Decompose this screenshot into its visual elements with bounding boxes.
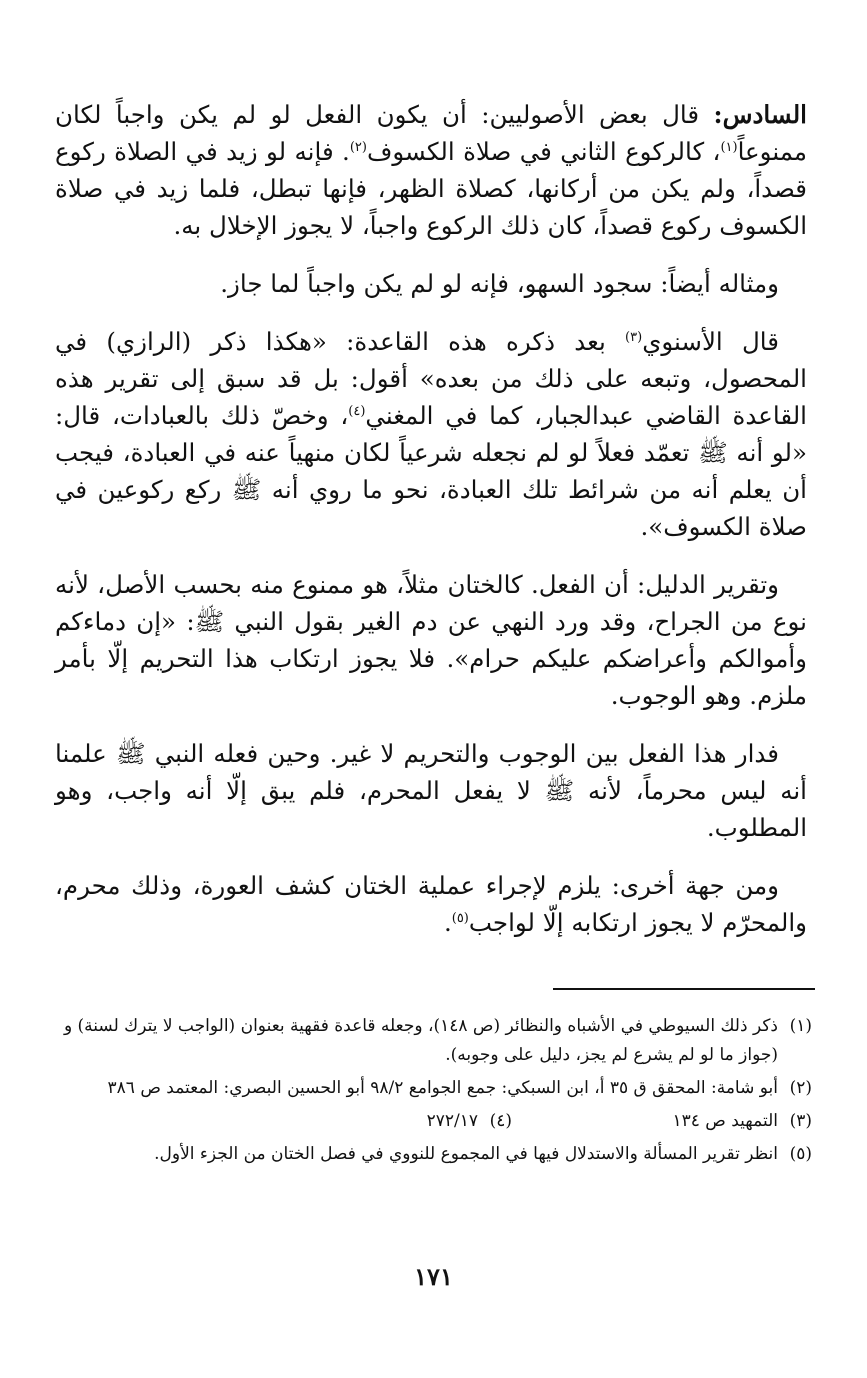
page-number: ١٧١ <box>414 1262 453 1291</box>
footnote-number: (١) <box>789 1016 812 1036</box>
footnote-5 <box>52 1140 812 1169</box>
paragraph-text: قال بعض الأصوليين: أن يكون الفعل لو لم يكن واجباً لكان ممنوعاً <box>55 100 807 166</box>
footnote-ref-2: (٢) <box>349 139 367 155</box>
paragraph-text: بعد ذكره هذه القاعدة: «هكذا ذكر (الرازي) في المحصول، وتبعه على ذلك من بعده» أقول: بل قد سبق إلى تقرير هذه القاعدة القاضي عبدالجبار، كما في المغني <box>55 327 807 430</box>
paragraph-text: ، كالركوع الثاني في صلاة الكسوف <box>366 137 721 166</box>
footnote-ref-1: (١) <box>720 139 738 155</box>
footnote-text: ٢٧٢/١٧ <box>426 1111 478 1131</box>
footnote-ref-4: (٤) <box>348 403 366 419</box>
footnote-text: ذكر ذلك السيوطي في الأشباه والنظائر (ص ١٤٨)، وجعله قاعدة فقهية بعنوان (الواجب لا يترك لسنة) و (جواز ما لو لم يشرع لم يجز، دليل على وجوبه). <box>63 1016 778 1065</box>
footnote-1 <box>52 1012 812 1070</box>
footnote-row-3-4 <box>52 1107 812 1136</box>
paragraph-text: ومن جهة أخرى: يلزم لإجراء عملية الختان كشف العورة، وذلك محرم، والمحرّم لا يجوز ارتكابه إلّا لواجب <box>55 871 807 937</box>
paragraph-sixth-argument <box>55 96 807 244</box>
main-text <box>55 96 807 962</box>
footnote-number: (٢) <box>789 1078 812 1098</box>
section-lead-word: السادس: <box>713 100 807 129</box>
paragraph-text: . <box>443 908 452 937</box>
footnote-text: انظر تقرير المسألة والاستدلال فيها في المجموع للنووي في فصل الختان من الجزء الأول. <box>154 1144 778 1164</box>
footnote-3 <box>512 1107 812 1136</box>
paragraph-another-aspect <box>55 867 807 941</box>
paragraph-text: ، وخصّ ذلك بالعبادات، قال: «لو أنه ﷺ تعمّد فعلاً لو لم نجعله شرعياً لكان منهياً عنه في العبادة، فيجب أن يعلم أنه من شرائط تلك العبادة، نحو ما روي أنه ﷺ ركع ركوعين في صلاة الكسوف». <box>55 401 807 541</box>
footnote-4 <box>427 1107 512 1136</box>
paragraph-evidence: وتقرير الدليل: أن الفعل. كالختان مثلاً، هو ممنوع منه بحسب الأصل، لأنه نوع من الجراح، وقد ورد النهي عن دم الغير بقول النبي ﷺ: «إن دماءكم وأموالكم وأعراضكم عليكم حرام». فلا يجوز ارتكاب هذا التحريم إلّا بأمر ملزم. وهو الوجوب. <box>55 570 807 710</box>
paragraph-example: ومثاله أيضاً: سجود السهو، فإنه لو لم يكن واجباً لما جاز. <box>220 269 779 298</box>
footnote-number: (٥) <box>789 1144 812 1164</box>
footnote-separator <box>553 988 815 990</box>
footnote-ref-3: (٣) <box>625 329 643 345</box>
paragraph-text: قال الأسنوي <box>642 327 779 356</box>
footnote-number: (٤) <box>489 1111 512 1131</box>
footnote-text: أبو شامة: المحقق ق ٣٥ أ، ابن السبكي: جمع الجوامع ٩٨/٢ أبو الحسين البصري: المعتمد ص ٣٨٦ <box>107 1078 778 1098</box>
paragraph-text: . فإنه لو زيد في الصلاة ركوع قصداً، ولم يكن من أركانها، كصلاة الظهر، فإنها تبطل، فلما زيد في صلاة الكسوف ركوع قصداً، كان ذلك الركوع واجباً، لا يجوز الإخلال به. <box>55 137 807 240</box>
footnote-ref-5: (٥) <box>451 910 469 926</box>
footnote-2 <box>52 1074 812 1103</box>
paragraph-asnawi <box>55 323 807 545</box>
footnote-text: التمهيد ص ١٣٤ <box>672 1111 778 1131</box>
footnotes <box>52 1012 812 1173</box>
footnote-number: (٣) <box>789 1111 812 1131</box>
paragraph-conclusion: فدار هذا الفعل بين الوجوب والتحريم لا غير. وحين فعله النبي ﷺ علمنا أنه ليس محرماً، لأنه ﷺ لا يفعل المحرم، فلم يبق إلّا أنه واجب، وهو المطلوب. <box>55 739 807 842</box>
